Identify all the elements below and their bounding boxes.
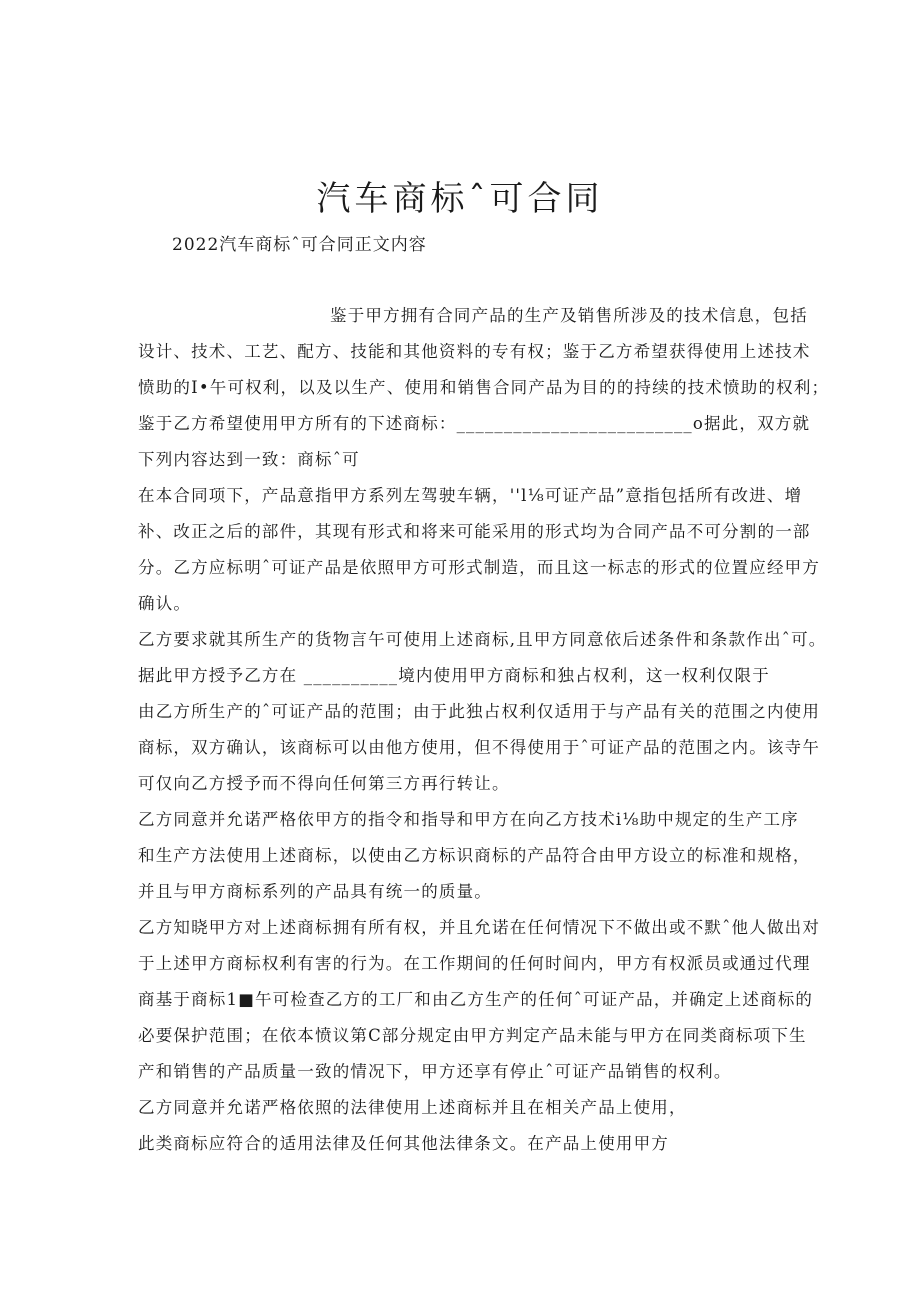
body-line: 产和销售的产品质量一致的情况下，甲方还享有停止ˆ可证产品销售的权利。 [138, 1062, 732, 1081]
body-line: 可仅向乙方授予而不得向任何第三方再行转让。 [138, 774, 510, 793]
body-line: 据此甲方授予乙方在 __________境内使用甲方商标和独占权利，这一权利仅限于 [138, 666, 770, 685]
body-line: 乙方同意并允诺严格依照的法律使用上述商标并且在相关产品上使用， [138, 1098, 687, 1117]
body-line: 设计、技术、工艺、配方、技能和其他资料的专有权；鉴于乙方希望获得使用上述技术 [138, 342, 811, 361]
body-line: 必要保护范围；在依本愤议第C部分规定由甲方判定产品未能与甲方在同类商标项下生 [138, 1026, 807, 1045]
document-title: 汽车商标ˆ可合同 [316, 178, 604, 219]
document-subtitle: 2022汽车商标ˆ可合同正文内容 [172, 235, 427, 255]
body-line: 下列内容达到一致：商标ˆ可 [138, 450, 360, 469]
body-line: 鉴于乙方希望使用甲方所有的下述商标：_________________________o据此，双方就 [138, 414, 811, 433]
body-line: 在本合同项下，产品意指甲方系列左驾驶车辆，''l⅛可证产品”意指包括所有改进、增 [138, 486, 803, 505]
body-line: 乙方同意并允诺严格依甲方的指令和指导和甲方在向乙方技术i⅛助中规定的生产工序 [138, 810, 799, 829]
body-line: 商基于商标1■午可检查乙方的工厂和由乙方生产的任何ˆ可证产品，并确定上述商标的 [138, 990, 814, 1009]
body-line: 确认。 [138, 594, 192, 613]
body-line: 分。乙方应标明ˆ可证产品是依照甲方可形式制造，而且这一标志的形式的位置应经甲方 [138, 558, 821, 577]
body-line: 于上述甲方商标权利有害的行为。在工作期间的任何时间内，甲方有权派员或通过代理 [138, 954, 811, 973]
body-line: 愤助的I•午可权利，以及以生产、使用和销售合同产品为目的的持续的技术愤助的权利； [138, 378, 830, 397]
body-line: 商标，双方确认，该商标可以由他方使用，但不得使用于ˆ可证产品的范围之内。该寺午 [138, 738, 821, 757]
document-body [138, 298, 830, 1162]
body-line: 鉴于甲方拥有合同产品的生产及销售所涉及的技术信息，包括 [330, 306, 808, 325]
body-line: 补、改正之后的部件，其现有形式和将来可能采用的形式均为合同产品不可分割的一部 [138, 522, 811, 541]
body-line: 此类商标应符合的适用法律及任何其他法律条文。在产品上使用甲方 [138, 1134, 669, 1153]
body-line: 和生产方法使用上述商标，以使由乙方标识商标的产品符合由甲方设立的标准和规格， [138, 846, 811, 865]
body-line: 并且与甲方商标系列的产品具有统一的质量。 [138, 882, 492, 901]
body-line: 由乙方所生产的ˆ可证产品的范围；由于此独占权利仅适用于与产品有关的范围之内使用 [138, 702, 821, 721]
body-line: 乙方要求就其所生产的货物言午可使用上述商标,且甲方同意依后述条件和条款作出ˆ可。 [138, 630, 827, 649]
body-line: 乙方知晓甲方对上述商标拥有所有权，并且允诺在任何情况下不做出或不默ˆ他人做出对 [138, 918, 821, 937]
